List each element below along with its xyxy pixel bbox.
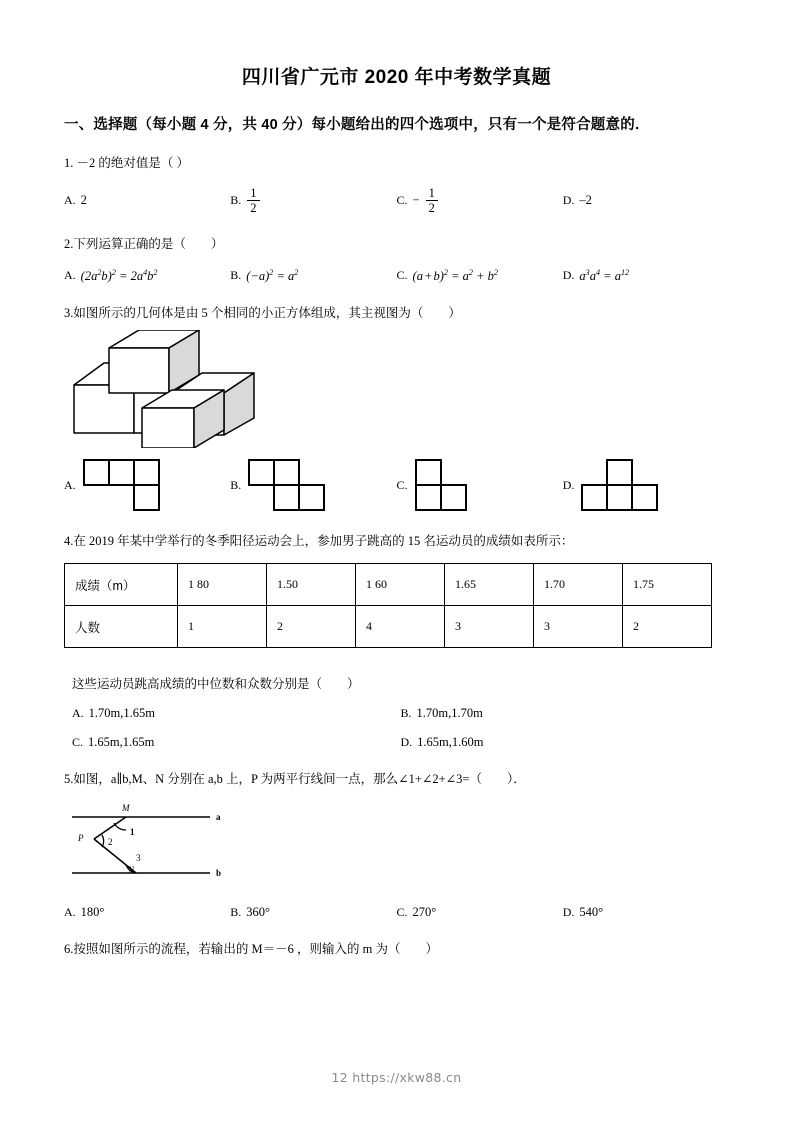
question-6-number: 6. [64, 941, 74, 956]
option-4-d-label: D. [400, 735, 413, 750]
question-5 [64, 770, 729, 789]
table-row-scores-header: 成绩（m） [65, 564, 178, 606]
table-cell: 1.50 [267, 564, 356, 606]
option-3-b-label: B. [230, 477, 242, 492]
option-1-d[interactable] [563, 193, 729, 208]
option-1-a[interactable] [64, 193, 230, 208]
option-4-a-value: 1.70m,1.65m [88, 706, 155, 721]
option-4-a-label: A. [72, 706, 84, 721]
question-4-stem: 在 2019 年某中学举行的冬季阳径运动会上，参加男子跳高的 15 名运动员的成绩如表所示： [73, 534, 574, 549]
question-6-stem: 按照如图所示的流程，若输出的 M＝－6 ，则输入的 m 为（ ） [73, 941, 438, 956]
option-4-c-label: C. [72, 735, 84, 750]
page-title: 四川省广元市 2020 年中考数学真题 [241, 67, 552, 88]
table-row-counts-header: 人数 [65, 606, 178, 648]
footer-watermark: 12 https://xkw88.cn [331, 1070, 462, 1085]
view-shape-b-icon [247, 458, 357, 512]
table-cell: 1 [178, 606, 267, 648]
option-1-b-fraction [247, 187, 259, 215]
option-2-c-label: C. [396, 268, 408, 283]
option-2-a[interactable] [64, 268, 230, 284]
question-2 [64, 235, 729, 254]
option-1-c-sign: − [412, 193, 420, 208]
label-angle-3: 3 [136, 852, 141, 863]
question-1-stem: －2 的绝对值是（ ） [76, 156, 190, 170]
view-shape-a-icon [82, 458, 192, 512]
question-4-sub-stem: 这些运动员跳高成绩的中位数和众数分别是（ ） [72, 677, 360, 692]
option-4-d-value: 1.65m,1.60m [417, 735, 484, 750]
option-1-c-denominator: 2 [426, 200, 438, 215]
option-1-b-denominator: 2 [247, 200, 259, 215]
question-4-options-row-1 [72, 706, 729, 721]
question-3-number: 3. [64, 305, 74, 320]
option-4-b-value: 1.70m,1.70m [416, 706, 483, 721]
option-2-b-expression: $(-a)^2 = a^2$ [246, 267, 299, 283]
question-4-number: 4. [64, 534, 74, 549]
option-5-c-label: C. [396, 904, 408, 919]
option-5-b-label: B. [230, 904, 242, 919]
option-3-d[interactable] [563, 458, 729, 512]
question-2-number: 2. [64, 236, 74, 251]
option-1-c-fraction [426, 187, 438, 215]
label-point-n: N [128, 864, 135, 875]
option-2-d-label: D. [562, 268, 575, 283]
table-cell: 2 [267, 606, 356, 648]
question-2-options [64, 268, 729, 284]
option-2-b[interactable] [230, 268, 396, 284]
question-5-figure [64, 795, 729, 891]
question-5-number: 5. [64, 772, 74, 787]
option-1-c-label: C. [396, 193, 408, 208]
option-4-b[interactable] [401, 706, 730, 721]
table-row-counts [65, 606, 712, 648]
section-heading: 一、选择题（每小题 4 分，共 40 分）每小题给出的四个选项中，只有一个是符合题意的． [64, 117, 650, 133]
question-3-stem: 如图所示的几何体是由 5 个相同的小正方体组成，其主视图为（ ） [73, 305, 461, 320]
option-5-c-value: 270° [412, 904, 437, 919]
option-1-b[interactable] [230, 187, 396, 215]
option-1-b-numerator: 1 [250, 185, 257, 200]
option-5-c[interactable] [397, 905, 563, 920]
option-4-a[interactable] [72, 706, 401, 721]
option-2-a-label: A. [64, 268, 76, 283]
question-6 [64, 940, 729, 959]
five-cube-solid-icon [64, 330, 264, 448]
question-5-options [64, 905, 729, 920]
option-5-b[interactable] [230, 905, 396, 920]
question-3-figure [64, 330, 729, 448]
label-point-p: P [78, 832, 84, 843]
option-3-c[interactable] [397, 458, 563, 512]
score-table [64, 563, 712, 648]
table-cell: 4 [356, 606, 445, 648]
label-line-b: b [216, 867, 222, 878]
option-1-d-value: –2 [579, 193, 592, 208]
label-angle-2: 2 [108, 836, 113, 847]
question-4 [64, 532, 729, 551]
option-3-b[interactable] [230, 458, 396, 512]
question-4-options-row-2 [72, 735, 729, 750]
option-4-c[interactable] [72, 735, 401, 750]
option-3-a-label: A. [64, 477, 76, 492]
table-cell: 2 [623, 606, 712, 648]
table-cell: 1 80 [178, 564, 267, 606]
option-2-a-expression: $(2a^2b)^2 = 2a^4b^2$ [80, 267, 158, 283]
option-5-a-label: A. [64, 904, 76, 919]
option-1-a-label: A. [64, 193, 76, 208]
question-2-stem: 下列运算正确的是（ ） [73, 236, 224, 251]
view-shape-c-icon [414, 458, 524, 512]
table-row-scores [65, 564, 712, 606]
option-5-a-value: 180° [80, 904, 105, 919]
option-4-c-value: 1.65m,1.65m [88, 735, 155, 750]
question-5-stem: 如图，a∥b,M、N 分别在 a,b 上，P 为两平行线间一点，那么∠1+∠2+∠3=（ ）． [73, 772, 526, 787]
option-3-a[interactable] [64, 458, 230, 512]
option-4-b-label: B. [400, 706, 412, 721]
table-cell: 1 60 [356, 564, 445, 606]
option-4-d[interactable] [401, 735, 730, 750]
option-5-d-value: 540° [579, 904, 604, 919]
option-3-c-label: C. [396, 477, 408, 492]
option-2-b-label: B. [230, 268, 242, 283]
option-1-c[interactable] [397, 187, 563, 215]
option-5-a[interactable] [64, 905, 230, 920]
option-1-b-label: B. [230, 193, 242, 208]
question-1-number: 1. [64, 156, 74, 170]
view-shape-d-icon [580, 458, 690, 512]
option-2-c[interactable] [397, 268, 563, 284]
option-2-d[interactable] [563, 268, 729, 284]
option-2-c-expression: (a + $b)^2 = a^2 + b^2$ [412, 267, 498, 283]
table-cell: 1.65 [445, 564, 534, 606]
option-1-c-numerator: 1 [428, 185, 435, 200]
question-3 [64, 304, 729, 323]
option-3-d-label: D. [562, 477, 575, 492]
option-1-d-label: D. [562, 193, 575, 208]
label-line-a: a [216, 811, 221, 822]
parallel-lines-zigzag-icon [64, 795, 234, 891]
question-1-options [64, 187, 729, 215]
question-3-options [64, 458, 729, 512]
option-5-b-value: 360° [246, 904, 271, 919]
table-cell: 3 [534, 606, 623, 648]
option-5-d[interactable] [563, 905, 729, 920]
label-angle-1: 1 [130, 826, 135, 837]
table-cell: 1.75 [623, 564, 712, 606]
question-1 [64, 154, 729, 173]
label-point-m: M [122, 802, 130, 813]
option-2-d-expression: $a^3a^4 = a^{12}$ [579, 267, 630, 283]
table-cell: 1.70 [534, 564, 623, 606]
table-cell: 3 [445, 606, 534, 648]
option-5-d-label: D. [562, 904, 575, 919]
option-1-a-value: 2 [80, 193, 87, 208]
